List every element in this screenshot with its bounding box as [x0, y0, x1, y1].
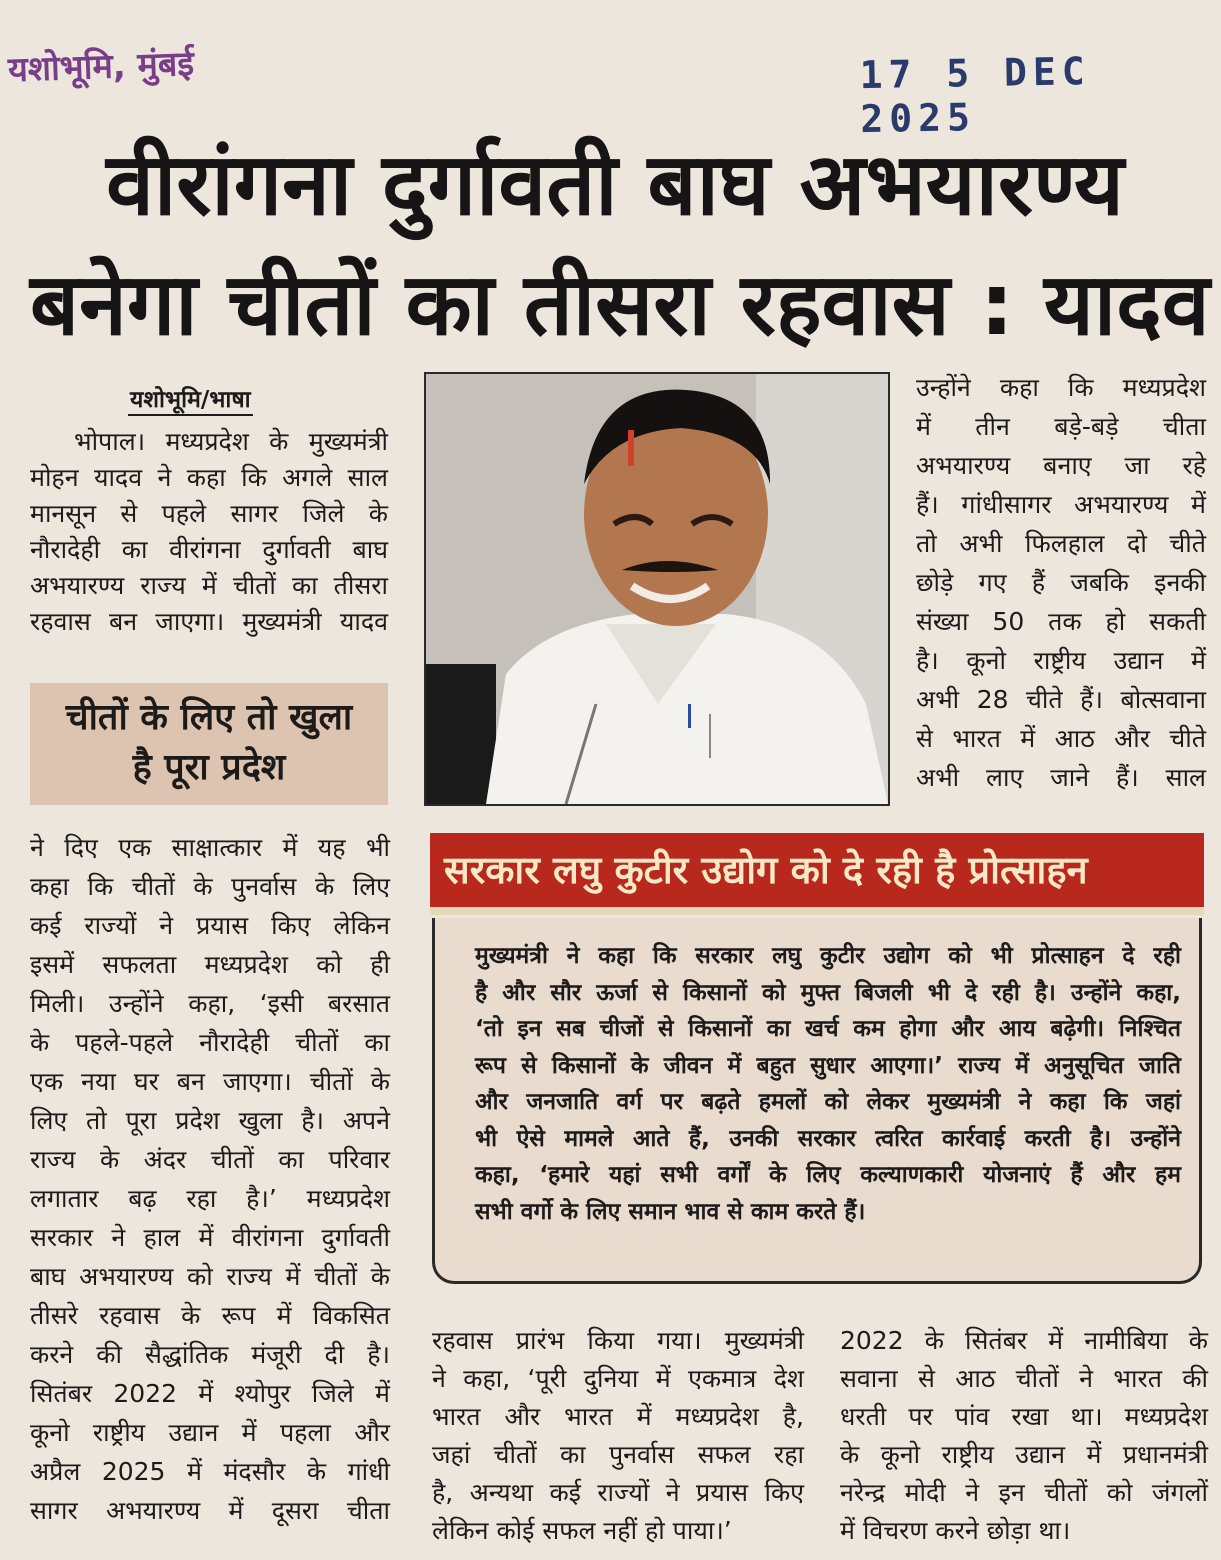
column-3-bottom: [840, 1322, 1208, 1550]
text-line: जहां चीतों का पुनर्वास सफल रहा: [432, 1440, 804, 1469]
text-line: बाघ अभयारण्य को राज्य में चीतों के: [30, 1262, 390, 1291]
text-line: में तीन बड़े-बड़े चीता: [916, 412, 1206, 441]
text-line: एक नया घर बन जाएगा। चीतों के: [30, 1067, 390, 1096]
text-line: के पहले-पहले नौरादेही चीतों का: [30, 1028, 390, 1057]
box-line: है और सौर ऊर्जा से किसानों को मुफ्त बिजली भी दे रही है। उन्होंने कहा,: [475, 979, 1181, 1006]
byline: यशोभूमि/भाषा: [128, 382, 253, 416]
subheading-box: [30, 683, 388, 805]
text-line: कूनो राष्ट्रीय उद्यान में पहला और: [30, 1418, 390, 1447]
text-line: संख्या 50 तक हो सकती: [916, 607, 1206, 636]
text-line: तीसरे रहवास के रूप में विकसित: [30, 1301, 390, 1330]
text-line: सरकार ने हाल में वीरांगना दुर्गावती: [30, 1223, 390, 1252]
text-line: से भारत में आठ और चीते: [916, 724, 1206, 753]
text-line: रहवास बन जाएगा। मुख्यमंत्री यादव: [30, 607, 388, 636]
text-line: अभी लाए जाने हैं। साल: [916, 763, 1206, 792]
text-line: नौरादेही का वीरांगना दुर्गावती बाघ: [30, 535, 388, 564]
column-1-bottom: [30, 828, 390, 1530]
column-1-top: [30, 424, 388, 640]
text-line: छोड़े गए हैं जबकि इनकी: [916, 568, 1206, 597]
box-line: सभी वर्गो के लिए समान भाव से काम करते हैं।: [475, 1198, 866, 1225]
box-line: भी ऐसे मामले आते हैं, उनकी सरकार त्वरित कार्रवाई करती है। उन्होंने: [475, 1125, 1181, 1152]
box-line: कहा, ‘हमारे यहां सभी वर्गों के लिए कल्याणकारी योजनाएं हैं और हम: [475, 1162, 1181, 1188]
text-line: सितंबर 2022 में श्योपुर जिले में: [30, 1379, 390, 1408]
box-line: मुख्यमंत्री ने कहा कि सरकार लघु कुटीर उद्योग को भी प्रोत्साहन दे रही: [475, 943, 1181, 969]
text-line: रहवास प्रारंभ किया गया। मुख्यमंत्री: [432, 1326, 804, 1355]
text-line: के कूनो राष्ट्रीय उद्यान में प्रधानमंत्री: [840, 1440, 1208, 1469]
text-line: में विचरण करने छोड़ा था।: [840, 1516, 1071, 1545]
text-line: ने कहा, ‘पूरी दुनिया में एकमात्र देश: [432, 1364, 804, 1393]
text-line: अभयारण्य बनाए जा रहे: [916, 451, 1206, 480]
box-line: रूप से किसानों के जीवन में बहुत सुधार आएगा।’ राज्य में अनुसूचित जाति: [475, 1052, 1181, 1079]
text-line: कई राज्यों ने प्रयास किए लेकिन: [30, 911, 390, 940]
text-line: करने की सैद्धांतिक मंजूरी दी है।: [30, 1340, 390, 1369]
text-line: उन्होंने कहा कि मध्यप्रदेश: [916, 373, 1206, 402]
portrait-illustration: [426, 374, 888, 804]
text-line: तो अभी फिलहाल दो चीते: [916, 529, 1206, 558]
text-line: लिए तो पूरा प्रदेश खुला है। अपने: [30, 1106, 390, 1135]
headline-line-2: बनेगा चीतों का तीसरा रहवास : यादव: [30, 255, 1210, 355]
column-3-top: [916, 368, 1206, 797]
highlight-box: [432, 918, 1202, 1284]
headline-line-1: वीरांगना दुर्गावती बाघ अभयारण्य: [106, 135, 1124, 235]
text-line: कहा कि चीतों के पुनर्वास के लिए: [30, 872, 390, 901]
text-line: अप्रैल 2025 में मंदसौर के गांधी: [30, 1457, 390, 1486]
column-2-bottom: [432, 1322, 804, 1550]
box-line: और जनजाति वर्ग पर बढ़ते हमलों को लेकर मुख्यमंत्री ने कहा कि जहां: [475, 1089, 1181, 1115]
date-stamp: 17 5 DEC 2025: [859, 49, 1092, 142]
text-line: इसमें सफलता मध्यप्रदेश को ही: [30, 950, 390, 979]
text-line: लेकिन कोई सफल नहीं हो पाया।’: [432, 1516, 732, 1545]
subheading-line-2: है पूरा प्रदेश: [132, 747, 286, 788]
text-line: भोपाल। मध्यप्रदेश के मुख्यमंत्री: [74, 427, 388, 456]
text-line: भारत और भारत में मध्यप्रदेश है,: [432, 1402, 804, 1431]
text-line: अभी 28 चीते हैं। बोत्सवाना: [916, 685, 1206, 714]
text-line: नरेन्द्र मोदी ने इन चीतों को जंगलों: [840, 1478, 1208, 1507]
text-line: सवाना से आठ चीतों ने भारत की: [840, 1364, 1208, 1393]
text-line: मोहन यादव ने कहा कि अगले साल: [30, 463, 388, 492]
text-line: लगातार बढ़ रहा है।’ मध्यप्रदेश: [30, 1184, 390, 1213]
box-line: ‘तो इन सब चीजों से किसानों का खर्च कम होगा और आय बढ़ेगी। निश्चित: [475, 1016, 1181, 1042]
text-line: राज्य के अंदर चीतों का परिवार: [30, 1145, 390, 1174]
source-tag: यशोभूमि, मुंबई: [7, 43, 195, 91]
text-line: अभयारण्य राज्य में चीतों का तीसरा: [30, 571, 388, 600]
text-line: मिली। उन्होंने कहा, ‘इसी बरसात: [30, 989, 390, 1018]
subheading-line-1: चीतों के लिए तो खुला: [65, 697, 353, 738]
text-line: ने दिए एक साक्षात्कार में यह भी: [30, 833, 390, 862]
section-banner: सरकार लघु कुटीर उद्योग को दे रही है प्रोत्साहन: [430, 833, 1204, 915]
text-line: हैं। गांधीसागर अभयारण्य में: [916, 490, 1206, 519]
text-line: है, अन्यथा कई राज्यों ने प्रयास किए: [432, 1478, 804, 1507]
text-line: धरती पर पांव रखा था। मध्यप्रदेश: [840, 1402, 1208, 1431]
text-line: मानसून से पहले सागर जिले के: [30, 499, 388, 528]
portrait-photo: [424, 372, 890, 806]
text-line: सागर अभयारण्य में दूसरा चीता: [30, 1496, 390, 1525]
text-line: है। कूनो राष्ट्रीय उद्यान में: [916, 646, 1206, 675]
text-line: 2022 के सितंबर में नामीबिया के: [840, 1326, 1208, 1355]
